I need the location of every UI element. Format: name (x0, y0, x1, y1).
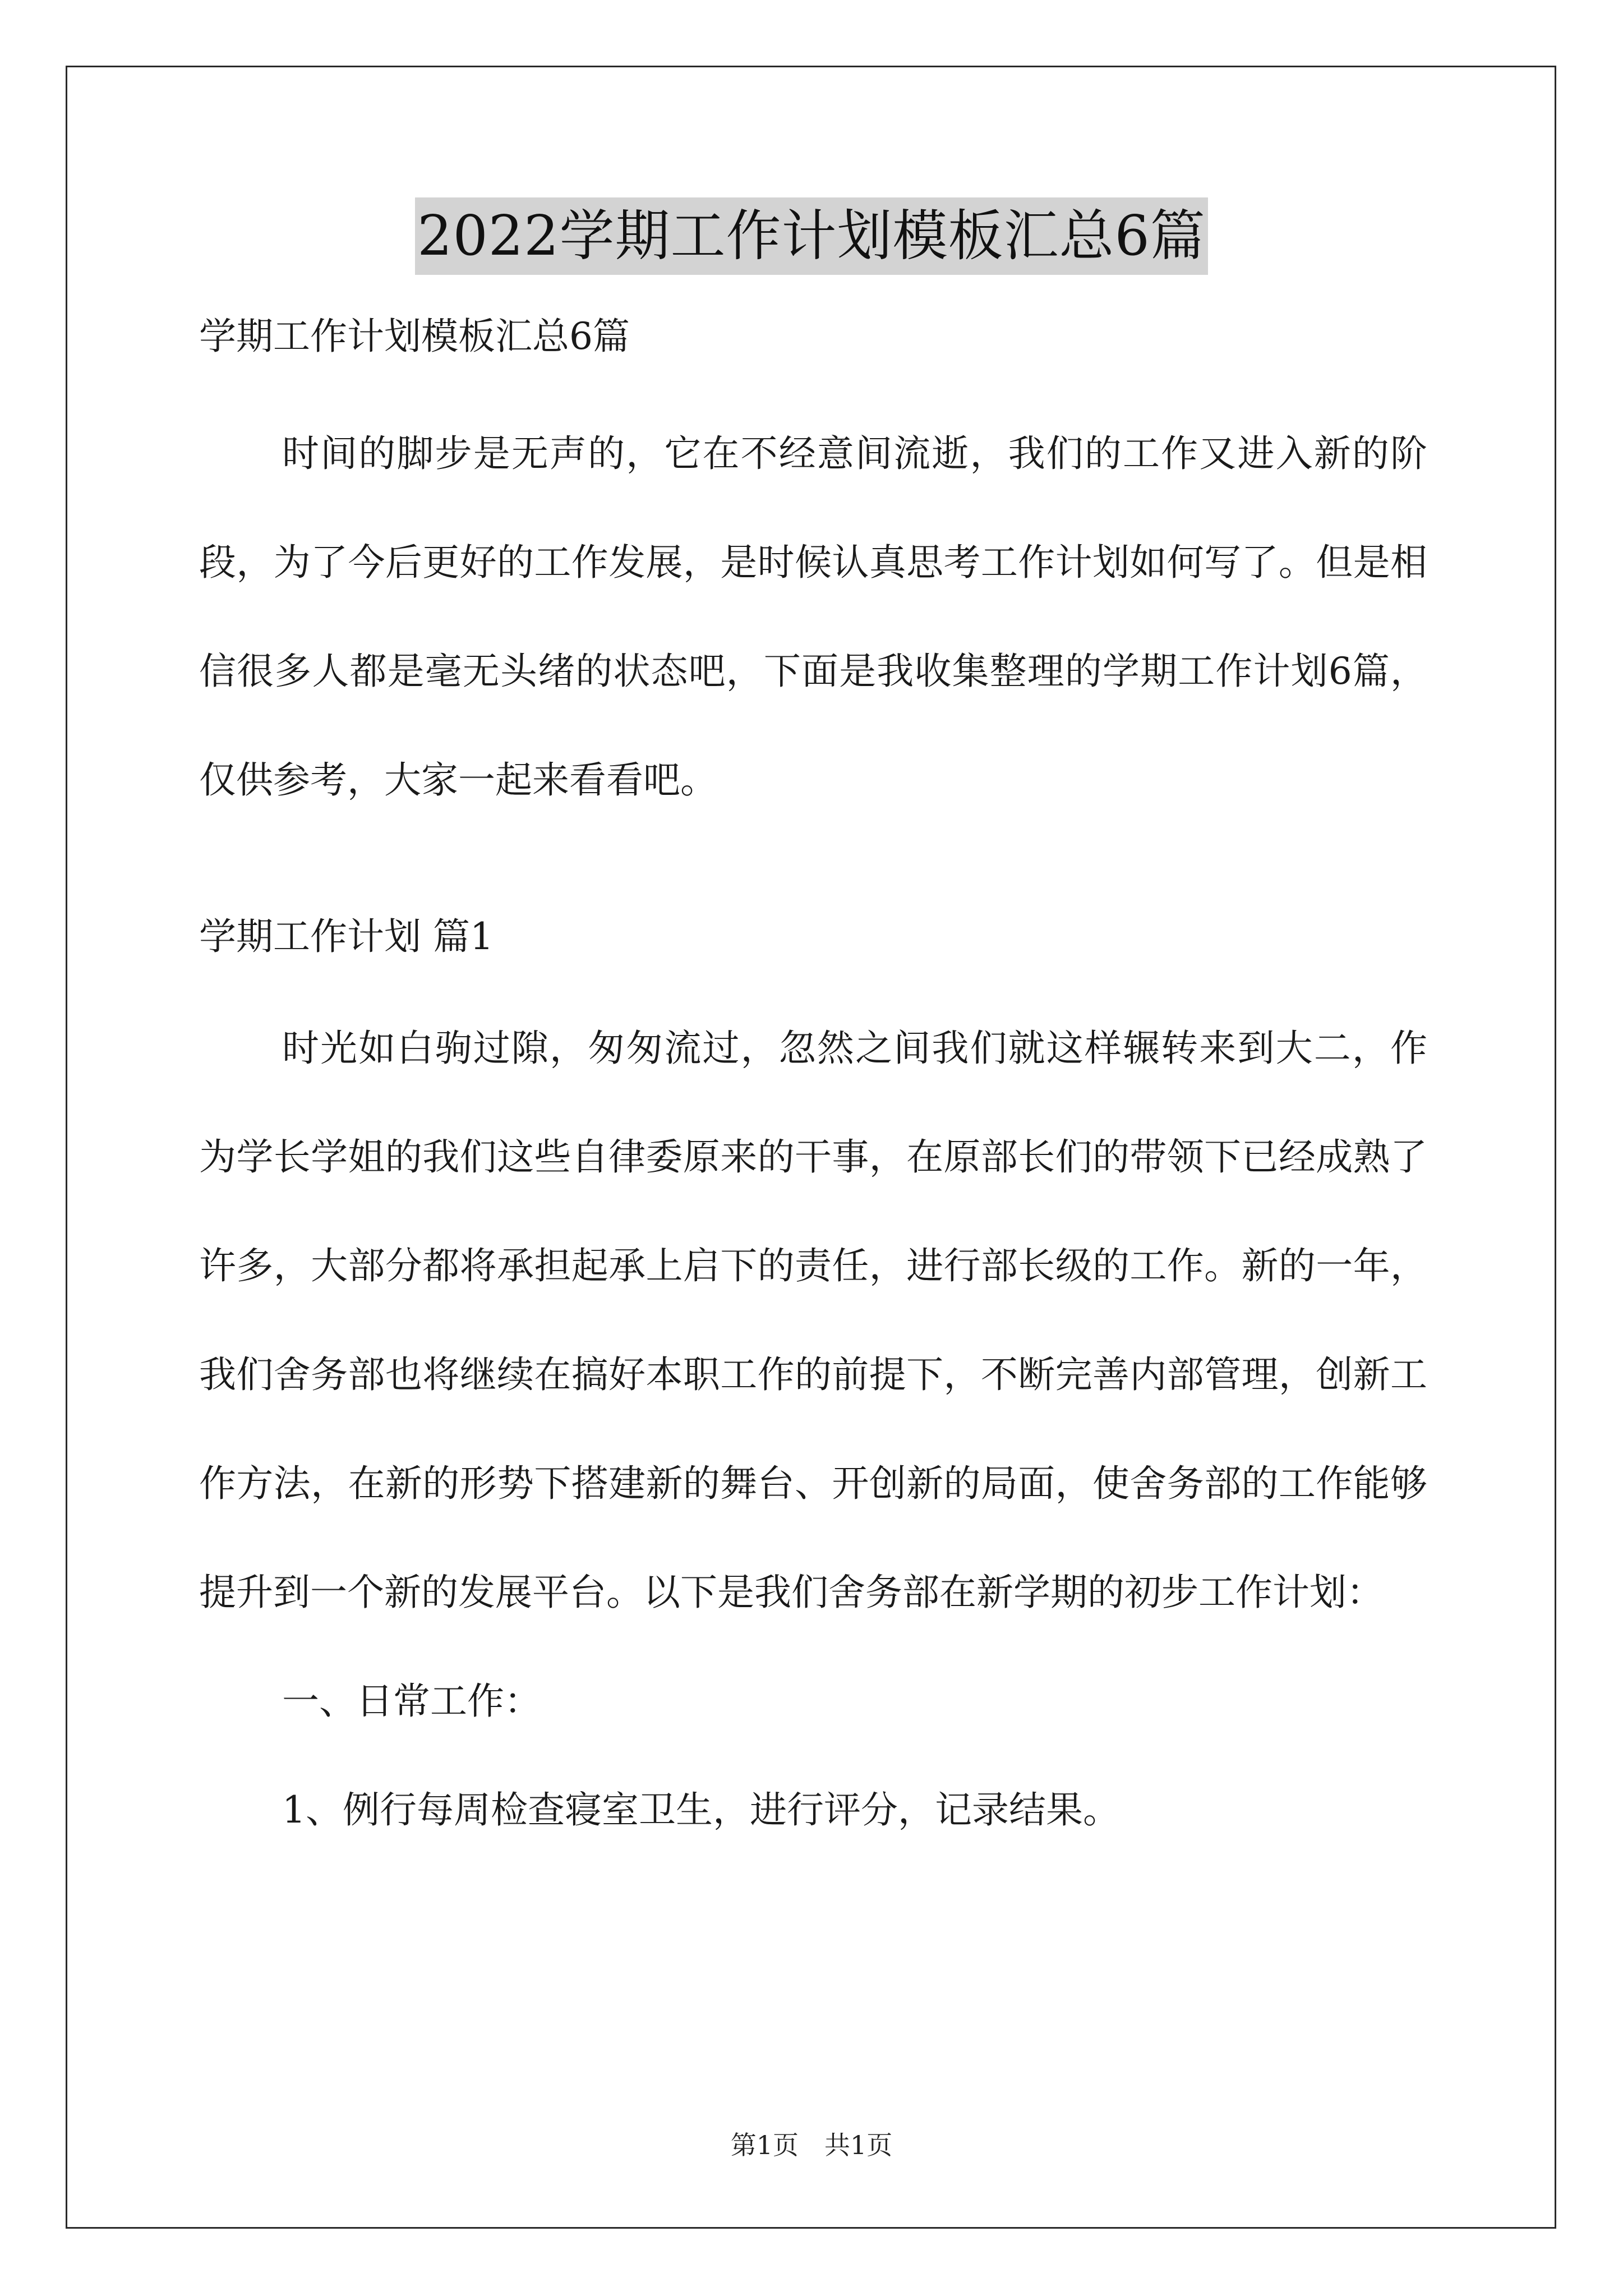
section-heading: 学期工作计划 篇1 (199, 915, 494, 958)
intro-paragraph: 时间的脚步是无声的，它在不经意间流逝，我们的工作又进入新的阶段，为了今后更好的工作发展，是时候认真思考工作计划如何写了。但是相信很多人都是毫无头绪的状态吧，下面是我收集整理的学期工作计划6篇，仅供参考，大家一起来看看吧。 (199, 432, 1427, 802)
page-number: 第1页 (730, 2130, 799, 2160)
list-item: 1、例行每周检查寝室卫生，进行评分，记录结果。 (282, 1788, 1120, 1832)
section-paragraph: 时光如白驹过隙，匆匆流过，忽然之间我们就这样辗转来到大二，作为学长学姐的我们这些自律委原来的干事，在原部长们的带领下已经成熟了许多，大部分都将承担起承上启下的责任，进行部长级的工作。新的一年，我们舍务部也将继续在搞好本职工作的前提下，不断完善内部管理，创新工作方法，在新的形势下搭建新的舞台、开创新的局面，使舍务部的工作能够提升到一个新的发展平台。以下是我们舍务部在新学期的初步工作计划： (199, 1027, 1427, 1614)
document-subtitle: 学期工作计划模板汇总6篇 (199, 315, 630, 358)
list-heading: 一、日常工作： (282, 1680, 541, 1723)
document-body (199, 307, 1427, 1865)
title-container (0, 197, 1623, 275)
document-title: 2022学期工作计划模板汇总6篇 (415, 197, 1208, 275)
page-total: 共1页 (824, 2130, 893, 2160)
page-footer (0, 2127, 1623, 2163)
